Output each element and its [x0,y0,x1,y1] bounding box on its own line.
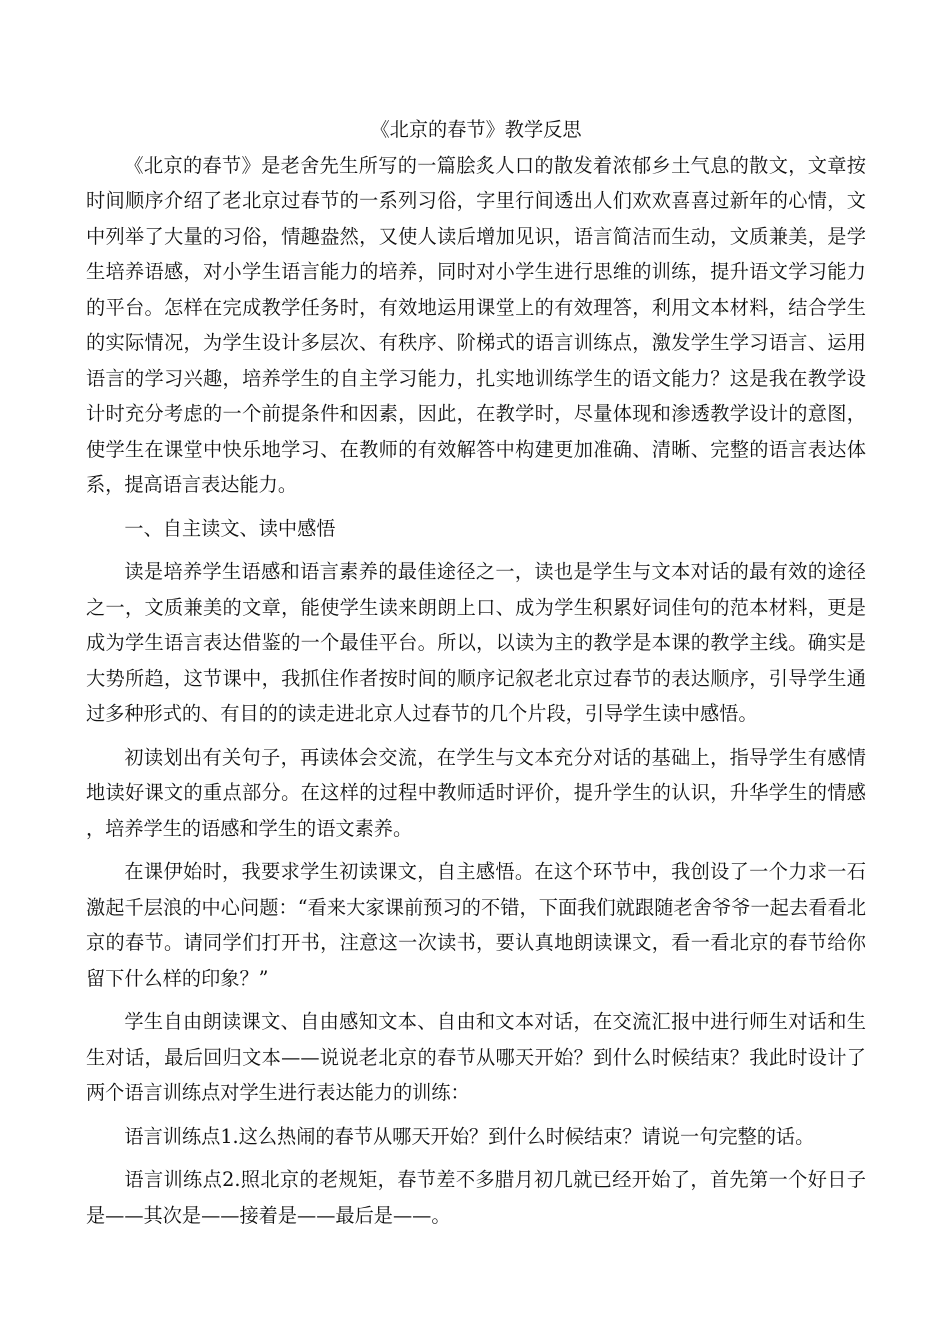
training-point-1: 语言训练点1.这么热闹的春节从哪天开始？到什么时候结束？请说一句完整的话。 [124,1124,815,1148]
document-page [86,112,866,1233]
training-point-2: 语言训练点2.照北京的老规矩，春节差不多腊月初几就已经开始了，首先第一个好日子是——其次是——接着是——最后是——。 [86,1168,866,1227]
body-paragraph-4: 学生自由朗读课文、自由感知文本、自由和文本对话，在交流汇报中进行师生对话和生生对话，最后回归文本——说说老北京的春节从哪天开始？到什么时候结束？我此时设计了两个语言训练点对学生进行表达能力的训练： [86,1010,866,1104]
body-paragraph-2: 初读划出有关句子，再读体会交流，在学生与文本充分对话的基础上，指导学生有感情地读好课文的重点部分。在这样的过程中教师适时评价，提升学生的认识，升华学生的情感，培养学生的语感和学生的语文素养。 [86,745,866,840]
intro-paragraph: 《北京的春节》是老舍先生所写的一篇脍炙人口的散发着浓郁乡土气息的散文，文章按时间顺序介绍了老北京过春节的一系列习俗，字里行间透出人们欢欢喜喜过新年的心情，文中列举了大量的习俗，情趣盎然，又使人读后增加见识，语言简洁而生动，文质兼美，是学生培养语感，对小学生语言能力的培养，同时对小学生进行思维的训练，提升语文学习能力的平台。怎样在完成教学任务时，有效地运用课堂上的有效理答，利用文本材料，结合学生的实际情况，为学生设计多层次、有秩序、阶梯式的语言训练点，激发学生学习语言、运用语言的学习兴趣，培养学生的自主学习能力，扎实地训练学生的语文能力？这是我在教学设计时充分考虑的一个前提条件和因素，因此，在教学时，尽量体现和渗透教学设计的意图，使学生在课堂中快乐地学习、在教师的有效解答中构建更加准确、清晰、完整的语言表达体系，提高语言表达能力。 [86,153,866,496]
section-heading-1: 一、自主读文、读中感悟 [124,516,336,540]
document-title: 《北京的春节》教学反思 [370,118,582,141]
body-paragraph-3: 在课伊始时，我要求学生初读课文，自主感悟。在这个环节中，我创设了一个力求一石激起千层浪的中心问题：“看来大家课前预习的不错，下面我们就跟随老舍爷爷一起去看看北京的春节。请同学们打开书，注意这一次读书，要认真地朗读课文，看一看北京的春节给你留下什么样的印象？” [86,860,866,990]
body-paragraph-1: 读是培养学生语感和语言素养的最佳途径之一，读也是学生与文本对话的最有效的途径之一，文质兼美的文章，能使学生读来朗朗上口、成为学生积累好词佳句的范本材料，更是成为学生语言表达借鉴的一个最佳平台。所以，以读为主的教学是本课的教学主线。确实是大势所趋，这节课中，我抓住作者按时间的顺序记叙老北京过春节的表达顺序，引导学生通过多种形式的、有目的的读走进北京人过春节的几个片段，引导学生读中感悟。 [86,560,866,725]
